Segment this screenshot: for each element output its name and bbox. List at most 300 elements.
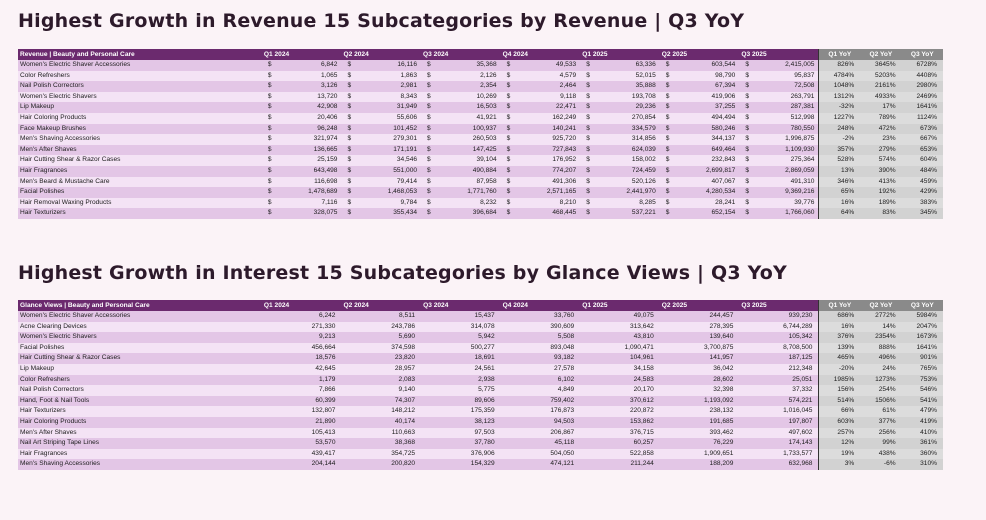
currency-symbol: $ (739, 145, 749, 156)
quarter-value: 2,083 (341, 375, 421, 386)
yoy-percent: 413% (860, 177, 901, 188)
quarter-value: 95,837 (750, 71, 819, 82)
yoy-percent: 541% (902, 396, 943, 407)
currency-symbol: $ (660, 166, 670, 177)
yoy-percent: 653% (902, 145, 943, 156)
quarter-value: 25,051 (739, 375, 819, 386)
table-row (18, 449, 943, 460)
quarter-value: 27,578 (501, 364, 581, 375)
currency-symbol: $ (421, 124, 431, 135)
table-row (18, 177, 943, 188)
yoy-percent: 753% (902, 375, 943, 386)
currency-symbol: $ (739, 208, 749, 219)
currency-symbol: $ (501, 166, 511, 177)
table-row (18, 417, 943, 428)
quarter-value: 36,042 (660, 364, 740, 375)
quarter-value: 580,246 (670, 124, 739, 135)
quarter-value: 491,306 (511, 177, 580, 188)
currency-symbol: $ (421, 71, 431, 82)
quarter-value: 652,154 (670, 208, 739, 219)
quarter-value: 551,000 (352, 166, 421, 177)
quarter-value: 649,464 (670, 145, 739, 156)
subcategory-name: Men's Shaving Accessories (18, 134, 262, 145)
quarter-value: 8,343 (352, 92, 421, 103)
yoy-percent: 5984% (902, 311, 943, 322)
yoy-percent: 479% (902, 406, 943, 417)
currency-symbol: $ (501, 102, 511, 113)
quarter-value: 13,720 (272, 92, 341, 103)
quarter-value: 1,733,577 (739, 449, 819, 460)
yoy-percent: 603% (819, 417, 860, 428)
subcategory-name: Hair Removal Waxing Products (18, 198, 262, 209)
currency-symbol: $ (739, 92, 749, 103)
yoy-percent: 189% (860, 198, 901, 209)
table-row (18, 353, 943, 364)
quarter-value: 197,807 (739, 417, 819, 428)
subcategory-name: Color Refreshers (18, 71, 262, 82)
quarter-value: 162,249 (511, 113, 580, 124)
yoy-percent: 4408% (902, 71, 943, 82)
currency-symbol: $ (421, 145, 431, 156)
currency-symbol: $ (580, 166, 590, 177)
quarter-value: 2,441,970 (591, 187, 660, 198)
quarter-value: 2,571,165 (511, 187, 580, 198)
yoy-percent: 484% (902, 166, 943, 177)
yoy-percent: 345% (902, 208, 943, 219)
currency-symbol: $ (262, 102, 272, 113)
currency-symbol: $ (501, 60, 511, 71)
quarter-value: 204,144 (262, 459, 342, 470)
currency-symbol: $ (739, 177, 749, 188)
revenue-section-title: Highest Growth in Revenue 15 Subcategories by Revenue | Q3 YoY (18, 10, 745, 32)
currency-symbol: $ (421, 102, 431, 113)
table-row (18, 375, 943, 386)
revenue-column-header: Q1 2025 (580, 49, 660, 60)
yoy-percent: 17% (860, 102, 901, 113)
glance-column-header: Q3 2024 (421, 300, 501, 311)
quarter-value: 94,503 (501, 417, 581, 428)
subcategory-name: Color Refreshers (18, 375, 262, 386)
quarter-value: 2,981 (352, 81, 421, 92)
quarter-value: 6,842 (272, 60, 341, 71)
quarter-value: 1,016,045 (739, 406, 819, 417)
quarter-value: 313,642 (580, 322, 660, 333)
subcategory-name: Face Makeup Brushes (18, 124, 262, 135)
yoy-percent: 574% (860, 155, 901, 166)
quarter-value: 9,140 (341, 385, 421, 396)
quarter-value: 9,369,216 (750, 187, 819, 198)
currency-symbol: $ (739, 113, 749, 124)
quarter-value: 37,255 (670, 102, 739, 113)
quarter-value: 28,957 (341, 364, 421, 375)
yoy-percent: -2% (819, 134, 860, 145)
quarter-value: 104,961 (580, 353, 660, 364)
quarter-value: 33,760 (501, 311, 581, 322)
currency-symbol: $ (501, 177, 511, 188)
quarter-value: 24,561 (421, 364, 501, 375)
quarter-value: 100,937 (431, 124, 500, 135)
yoy-percent: 24% (860, 364, 901, 375)
quarter-value: 780,550 (750, 124, 819, 135)
yoy-percent: 789% (860, 113, 901, 124)
currency-symbol: $ (501, 113, 511, 124)
quarter-value: 2,354 (431, 81, 500, 92)
quarter-value: 4,849 (501, 385, 581, 396)
subcategory-name: Lip Makeup (18, 102, 262, 113)
glance-column-header: Q2 YoY (860, 300, 901, 311)
quarter-value: 774,207 (511, 166, 580, 177)
quarter-value: 60,257 (580, 438, 660, 449)
currency-symbol: $ (341, 113, 351, 124)
quarter-value: 354,725 (341, 449, 421, 460)
glance-column-header: Glance Views | Beauty and Personal Care (18, 300, 262, 311)
quarter-value: 139,640 (660, 332, 740, 343)
yoy-percent: 357% (819, 145, 860, 156)
glance-column-header: Q1 2025 (580, 300, 660, 311)
yoy-percent: 376% (819, 332, 860, 343)
yoy-percent: 64% (819, 208, 860, 219)
subcategory-name: Facial Polishes (18, 343, 262, 354)
subcategory-name: Hair Cutting Shear & Razor Cases (18, 155, 262, 166)
quarter-value: 238,132 (660, 406, 740, 417)
table-row (18, 155, 943, 166)
yoy-percent: 667% (902, 134, 943, 145)
quarter-value: 8,285 (591, 198, 660, 209)
currency-symbol: $ (341, 71, 351, 82)
table-row (18, 166, 943, 177)
currency-symbol: $ (660, 102, 670, 113)
subcategory-name: Nail Polish Correctors (18, 385, 262, 396)
glance-column-header: Q3 YoY (902, 300, 943, 311)
yoy-percent: 1673% (902, 332, 943, 343)
yoy-percent: 16% (819, 322, 860, 333)
quarter-value: 390,609 (501, 322, 581, 333)
currency-symbol: $ (580, 113, 590, 124)
quarter-value: 1,771,760 (431, 187, 500, 198)
quarter-value: 632,968 (739, 459, 819, 470)
yoy-percent: 686% (819, 311, 860, 322)
yoy-percent: 310% (902, 459, 943, 470)
currency-symbol: $ (262, 134, 272, 145)
quarter-value: 96,248 (272, 124, 341, 135)
currency-symbol: $ (580, 71, 590, 82)
quarter-value: 8,232 (431, 198, 500, 209)
quarter-value: 344,137 (670, 134, 739, 145)
currency-symbol: $ (341, 208, 351, 219)
quarter-value: 42,645 (262, 364, 342, 375)
subcategory-name: Men's Shaving Accessories (18, 459, 262, 470)
quarter-value: 45,118 (501, 438, 581, 449)
quarter-value: 603,544 (670, 60, 739, 71)
yoy-percent: 888% (860, 343, 901, 354)
currency-symbol: $ (341, 155, 351, 166)
quarter-value: 174,143 (739, 438, 819, 449)
revenue-column-header: Q1 2024 (262, 49, 342, 60)
currency-symbol: $ (580, 124, 590, 135)
yoy-percent: 546% (902, 385, 943, 396)
yoy-percent: 1048% (819, 81, 860, 92)
subcategory-name: Women's Electric Shavers (18, 92, 262, 103)
currency-symbol: $ (660, 134, 670, 145)
quarter-value: 287,381 (750, 102, 819, 113)
yoy-percent: 1506% (860, 396, 901, 407)
currency-symbol: $ (262, 124, 272, 135)
quarter-value: 5,508 (501, 332, 581, 343)
quarter-value: 5,775 (421, 385, 501, 396)
quarter-value: 18,576 (262, 353, 342, 364)
quarter-value: 6,242 (262, 311, 342, 322)
quarter-value: 153,862 (580, 417, 660, 428)
quarter-value: 39,104 (431, 155, 500, 166)
subcategory-name: Hand, Foot & Nail Tools (18, 396, 262, 407)
quarter-value: 191,685 (660, 417, 740, 428)
quarter-value: 20,170 (580, 385, 660, 396)
quarter-value: 93,182 (501, 353, 581, 364)
currency-symbol: $ (341, 102, 351, 113)
quarter-value: 55,606 (352, 113, 421, 124)
quarter-value: 497,602 (739, 428, 819, 439)
currency-symbol: $ (421, 81, 431, 92)
yoy-percent: 1227% (819, 113, 860, 124)
quarter-value: 3,126 (272, 81, 341, 92)
quarter-value: 574,221 (739, 396, 819, 407)
quarter-value: 5,942 (421, 332, 501, 343)
glance-header-row (18, 300, 943, 311)
yoy-percent: 1273% (860, 375, 901, 386)
quarter-value: 6,744,289 (739, 322, 819, 333)
currency-symbol: $ (262, 208, 272, 219)
quarter-value: 32,398 (660, 385, 740, 396)
quarter-value: 260,503 (431, 134, 500, 145)
quarter-value: 537,221 (591, 208, 660, 219)
currency-symbol: $ (739, 166, 749, 177)
yoy-percent: 496% (860, 353, 901, 364)
currency-symbol: $ (501, 71, 511, 82)
quarter-value: 16,116 (352, 60, 421, 71)
currency-symbol: $ (341, 81, 351, 92)
currency-symbol: $ (580, 208, 590, 219)
subcategory-name: Hair Texturizers (18, 208, 262, 219)
currency-symbol: $ (501, 145, 511, 156)
currency-symbol: $ (660, 145, 670, 156)
quarter-value: 3,700,875 (660, 343, 740, 354)
subcategory-name: Women's Electric Shaver Accessories (18, 311, 262, 322)
currency-symbol: $ (580, 198, 590, 209)
currency-symbol: $ (501, 155, 511, 166)
quarter-value: 1,909,651 (660, 449, 740, 460)
glance-column-header: Q1 YoY (819, 300, 860, 311)
subcategory-name: Hair Cutting Shear & Razor Cases (18, 353, 262, 364)
table-row (18, 364, 943, 375)
quarter-value: 1,766,060 (750, 208, 819, 219)
table-row (18, 459, 943, 470)
yoy-percent: 901% (902, 353, 943, 364)
quarter-value: 79,414 (352, 177, 421, 188)
quarter-value: 211,244 (580, 459, 660, 470)
table-row (18, 428, 943, 439)
quarter-value: 171,191 (352, 145, 421, 156)
currency-symbol: $ (739, 102, 749, 113)
quarter-value: 39,776 (750, 198, 819, 209)
table-row (18, 396, 943, 407)
quarter-value: 193,708 (591, 92, 660, 103)
quarter-value: 512,998 (750, 113, 819, 124)
quarter-value: 1,996,875 (750, 134, 819, 145)
quarter-value: 279,301 (352, 134, 421, 145)
quarter-value: 314,856 (591, 134, 660, 145)
quarter-value: 176,952 (511, 155, 580, 166)
quarter-value: 141,957 (660, 353, 740, 364)
currency-symbol: $ (262, 71, 272, 82)
revenue-table (18, 49, 943, 219)
quarter-value: 6,102 (501, 375, 581, 386)
currency-symbol: $ (501, 81, 511, 92)
yoy-percent: 826% (819, 60, 860, 71)
yoy-percent: 256% (860, 428, 901, 439)
quarter-value: 9,118 (511, 92, 580, 103)
yoy-percent: 23% (860, 134, 901, 145)
subcategory-name: Hair Fragrances (18, 449, 262, 460)
currency-symbol: $ (580, 102, 590, 113)
glance-column-header: Q2 2024 (341, 300, 421, 311)
yoy-percent: 360% (902, 449, 943, 460)
currency-symbol: $ (341, 166, 351, 177)
yoy-percent: -32% (819, 102, 860, 113)
yoy-percent: 257% (819, 428, 860, 439)
quarter-value: 271,330 (262, 322, 342, 333)
yoy-percent: 14% (860, 322, 901, 333)
yoy-percent: 410% (902, 428, 943, 439)
currency-symbol: $ (501, 92, 511, 103)
currency-symbol: $ (421, 177, 431, 188)
revenue-column-header: Q3 2024 (421, 49, 501, 60)
yoy-percent: 604% (902, 155, 943, 166)
yoy-percent: 1641% (902, 102, 943, 113)
currency-symbol: $ (739, 155, 749, 166)
quarter-value: 147,425 (431, 145, 500, 156)
yoy-percent: -20% (819, 364, 860, 375)
currency-symbol: $ (580, 145, 590, 156)
yoy-percent: 459% (902, 177, 943, 188)
quarter-value: 34,546 (352, 155, 421, 166)
quarter-value: 101,452 (352, 124, 421, 135)
currency-symbol: $ (501, 134, 511, 145)
yoy-percent: 5203% (860, 71, 901, 82)
quarter-value: 105,413 (262, 428, 342, 439)
quarter-value: 37,780 (421, 438, 501, 449)
currency-symbol: $ (262, 198, 272, 209)
yoy-percent: 2980% (902, 81, 943, 92)
quarter-value: 490,884 (431, 166, 500, 177)
quarter-value: 2,464 (511, 81, 580, 92)
currency-symbol: $ (739, 60, 749, 71)
quarter-value: 334,579 (591, 124, 660, 135)
subcategory-name: Nail Art Striping Tape Lines (18, 438, 262, 449)
yoy-percent: 2047% (902, 322, 943, 333)
quarter-value: 374,598 (341, 343, 421, 354)
yoy-percent: 390% (860, 166, 901, 177)
quarter-value: 643,498 (272, 166, 341, 177)
yoy-percent: 1312% (819, 92, 860, 103)
currency-symbol: $ (421, 187, 431, 198)
quarter-value: 200,820 (341, 459, 421, 470)
revenue-column-header: Q4 2024 (501, 49, 581, 60)
currency-symbol: $ (501, 187, 511, 198)
revenue-column-header: Q2 2025 (660, 49, 740, 60)
yoy-percent: 1985% (819, 375, 860, 386)
quarter-value: 10,269 (431, 92, 500, 103)
quarter-value: 1,065 (272, 71, 341, 82)
quarter-value: 87,958 (431, 177, 500, 188)
yoy-percent: 472% (860, 124, 901, 135)
table-row (18, 124, 943, 135)
table-row (18, 406, 943, 417)
quarter-value: 175,359 (421, 406, 501, 417)
quarter-value: 35,888 (591, 81, 660, 92)
quarter-value: 456,664 (262, 343, 342, 354)
quarter-value: 25,159 (272, 155, 341, 166)
yoy-percent: 2469% (902, 92, 943, 103)
revenue-column-header: Q2 2024 (341, 49, 421, 60)
currency-symbol: $ (660, 92, 670, 103)
revenue-column-header: Q3 YoY (902, 49, 943, 60)
yoy-percent: 3% (819, 459, 860, 470)
quarter-value: 8,708,500 (739, 343, 819, 354)
quarter-value: 16,503 (431, 102, 500, 113)
quarter-value: 263,791 (750, 92, 819, 103)
quarter-value: 5,690 (341, 332, 421, 343)
quarter-value: 220,872 (580, 406, 660, 417)
quarter-value: 355,434 (352, 208, 421, 219)
yoy-percent: 528% (819, 155, 860, 166)
subcategory-name: Facial Polishes (18, 187, 262, 198)
quarter-value: 154,329 (421, 459, 501, 470)
currency-symbol: $ (580, 81, 590, 92)
currency-symbol: $ (739, 71, 749, 82)
quarter-value: 29,236 (591, 102, 660, 113)
yoy-percent: 254% (860, 385, 901, 396)
currency-symbol: $ (580, 92, 590, 103)
glance-column-header: Q4 2024 (501, 300, 581, 311)
yoy-percent: 99% (860, 438, 901, 449)
yoy-percent: 12% (819, 438, 860, 449)
quarter-value: 1,193,092 (660, 396, 740, 407)
quarter-value: 132,807 (262, 406, 342, 417)
glance-column-header: Q2 2025 (660, 300, 740, 311)
currency-symbol: $ (660, 124, 670, 135)
currency-symbol: $ (421, 113, 431, 124)
currency-symbol: $ (660, 71, 670, 82)
quarter-value: 8,511 (341, 311, 421, 322)
quarter-value: 7,116 (272, 198, 341, 209)
yoy-percent: 673% (902, 124, 943, 135)
table-row (18, 311, 943, 322)
quarter-value: 314,078 (421, 322, 501, 333)
quarter-value: 42,908 (272, 102, 341, 113)
revenue-column-header: Revenue | Beauty and Personal Care (18, 49, 262, 60)
table-row (18, 438, 943, 449)
subcategory-name: Hair Coloring Products (18, 113, 262, 124)
yoy-percent: 1641% (902, 343, 943, 354)
quarter-value: 28,602 (660, 375, 740, 386)
quarter-value: 110,663 (341, 428, 421, 439)
currency-symbol: $ (262, 177, 272, 188)
currency-symbol: $ (660, 187, 670, 198)
currency-symbol: $ (739, 198, 749, 209)
quarter-value: 136,665 (272, 145, 341, 156)
quarter-value: 370,612 (580, 396, 660, 407)
quarter-value: 43,810 (580, 332, 660, 343)
